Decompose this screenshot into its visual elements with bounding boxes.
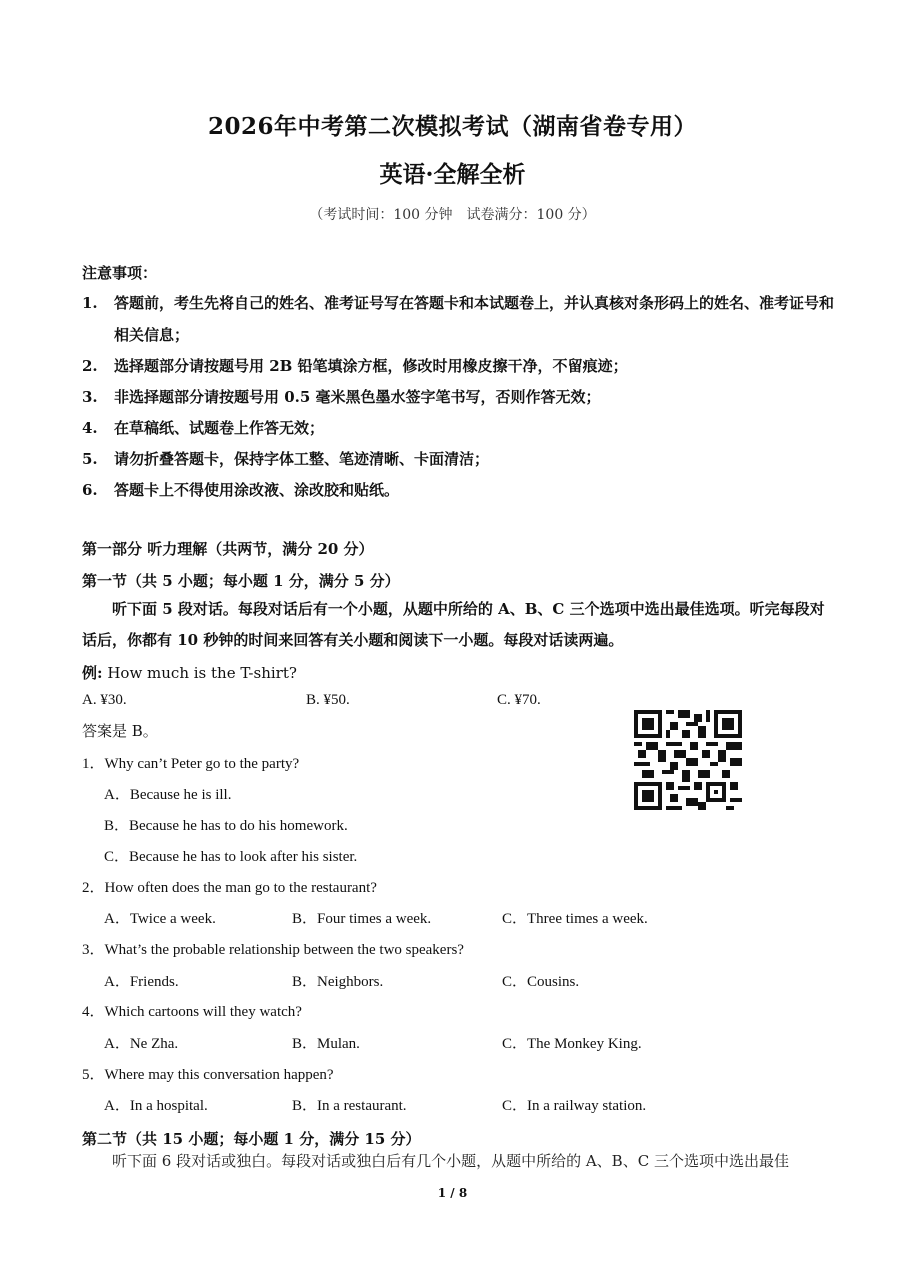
question-option: C．Because he has to look after his sister. <box>104 849 358 865</box>
question-stem: 3．What’s the probable relationship between the two speakers? <box>82 942 464 958</box>
note-text: 答题卡上不得使用涂改液、涂改胶和贴纸。 <box>114 481 400 499</box>
question-option: B．Four times a week. <box>292 911 432 927</box>
question-option: B．Neighbors. <box>292 974 384 990</box>
question-option: C．The Monkey King. <box>502 1036 642 1052</box>
part-heading: 第一部分 听力理解（共两节，满分 20 分） <box>82 540 374 558</box>
note-item <box>82 443 842 475</box>
qr-code-icon <box>634 710 742 810</box>
note-number: 4. <box>82 419 98 437</box>
note-number: 6. <box>82 481 98 499</box>
notes-heading: 注意事项： <box>82 264 158 282</box>
question-stem: 2．How often does the man go to the restaurant? <box>82 880 377 896</box>
question-stem: 5．Where may this conversation happen? <box>82 1067 334 1083</box>
question-option: A．In a hospital. <box>104 1098 208 1114</box>
note-item <box>82 350 842 382</box>
question-option: B．Mulan. <box>292 1036 360 1052</box>
question-option: A．Twice a week. <box>104 911 216 927</box>
page-title: 2026年中考第二次模拟考试（湖南省卷专用） <box>207 113 697 140</box>
section-instructions: 听下面 6 段对话或独白。每段对话或独白后有几个小题，从题中所给的 A、B、C 三个选项中选出最佳 <box>112 1152 789 1170</box>
question-stem: 1．Why can’t Peter go to the party? <box>82 756 300 772</box>
example-option: A. ¥30. <box>82 692 127 708</box>
example-option: B. ¥50. <box>306 692 350 708</box>
note-item <box>82 412 842 444</box>
note-item <box>82 381 842 413</box>
note-item <box>82 287 842 351</box>
example-label: 例: <box>82 664 103 682</box>
exam-info: （考试时间：100 分钟 试卷满分：100 分） <box>309 207 596 223</box>
note-item <box>82 474 842 506</box>
example-answer: 答案是 B。 <box>82 722 158 740</box>
section-instructions: 听下面 5 段对话。每段对话后有一个小题，从题中所给的 A、B、C 三个选项中选出最佳选项。听完每段对话后，你都有 10 秒钟的时间来回答有关小题和阅读下一小题。每段对话读两遍。 <box>82 600 825 649</box>
question-option: A．Ne Zha. <box>104 1036 179 1052</box>
note-text: 答题前，考生先将自己的姓名、准考证号写在答题卡和本试题卷上，并认真核对条形码上的姓名、准考证号和相关信息； <box>114 294 835 344</box>
question-option: B．In a restaurant. <box>292 1098 407 1114</box>
note-number: 5. <box>82 450 98 468</box>
note-text: 请勿折叠答题卡，保持字体工整、笔迹清晰、卡面清洁； <box>114 450 490 468</box>
question-option: A．Because he is ill. <box>104 787 232 803</box>
question-stem: 4．Which cartoons will they watch? <box>82 1004 302 1020</box>
note-number: 2. <box>82 357 98 375</box>
note-text: 选择题部分请按题号用 2B 铅笔填涂方框，修改时用橡皮擦干净，不留痕迹； <box>114 357 628 375</box>
question-option: C．Three times a week. <box>502 911 648 927</box>
page-subtitle: 英语·全解全析 <box>379 161 526 188</box>
note-text: 在草稿纸、试题卷上作答无效； <box>114 419 325 437</box>
section-heading: 第一节（共 5 小题；每小题 1 分，满分 5 分） <box>82 572 400 590</box>
example-option: C. ¥70. <box>497 692 541 708</box>
question-option: B．Because he has to do his homework. <box>104 818 348 834</box>
question-option: C．Cousins. <box>502 974 580 990</box>
note-number: 3. <box>82 388 98 406</box>
question-option: A．Friends. <box>104 974 179 990</box>
section-heading: 第二节（共 15 小题；每小题 1 分，满分 15 分） <box>82 1130 421 1148</box>
note-text: 非选择题部分请按题号用 0.5 毫米黑色墨水签字笔书写，否则作答无效； <box>114 388 601 406</box>
question-option: C．In a railway station. <box>502 1098 647 1114</box>
example-question-text: How much is the T-shirt? <box>107 664 297 682</box>
note-number: 1. <box>82 294 98 312</box>
page-number: 1 / 8 <box>437 1186 468 1200</box>
example-question <box>82 662 297 683</box>
